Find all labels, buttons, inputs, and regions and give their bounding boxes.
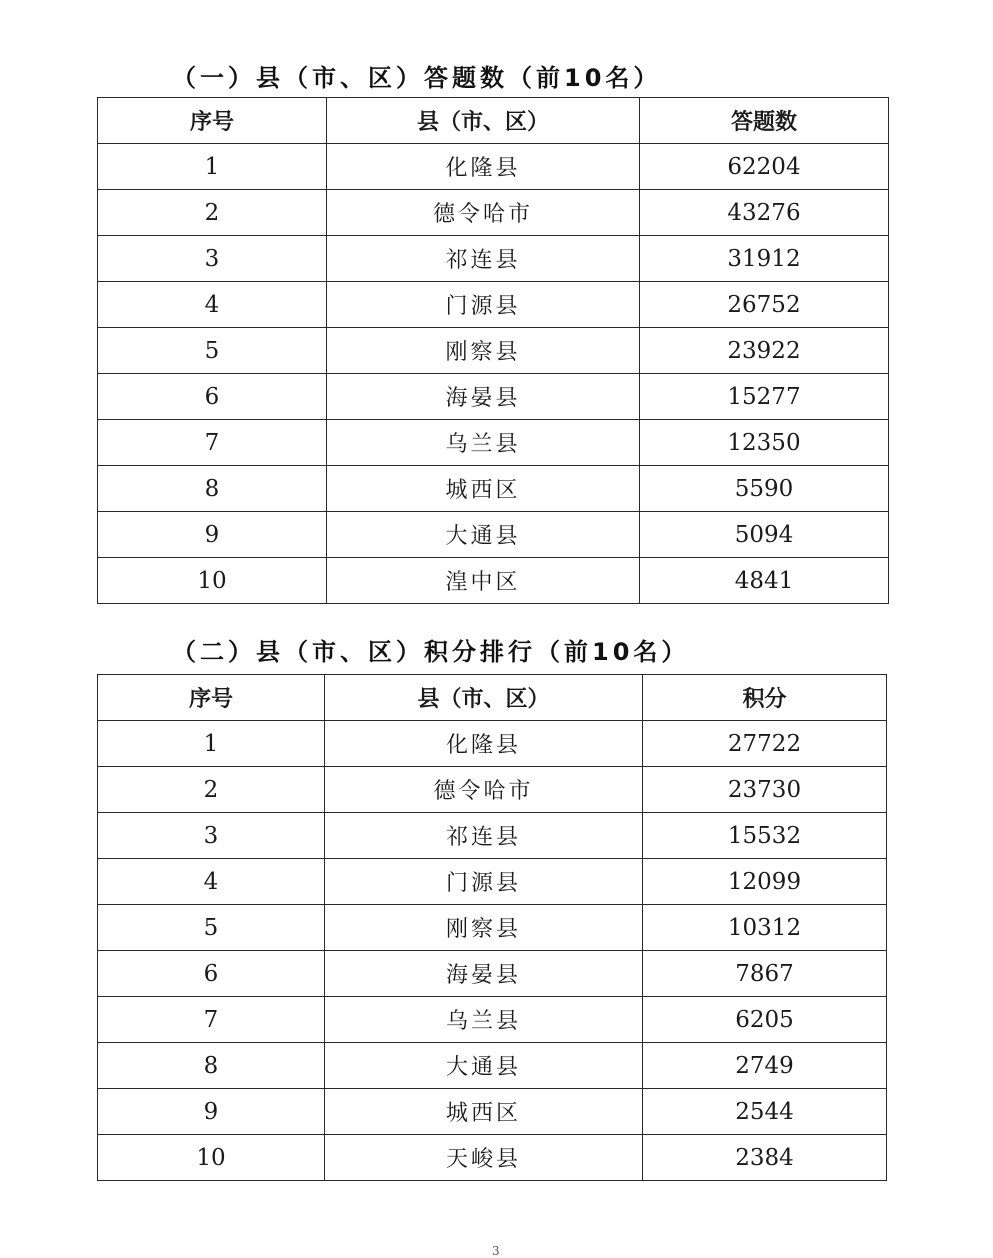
rank-cell: 5 <box>98 328 327 374</box>
header-rank: 序号 <box>98 98 327 144</box>
rank-cell: 3 <box>98 236 327 282</box>
value-cell: 6205 <box>643 997 887 1043</box>
table-row <box>98 951 887 997</box>
value-cell: 4841 <box>640 558 889 604</box>
points-ranking-table <box>97 674 887 1181</box>
county-cell: 德令哈市 <box>327 190 640 236</box>
county-cell: 城西区 <box>327 466 640 512</box>
page-number: 3 <box>492 1244 500 1258</box>
rank-cell: 1 <box>98 144 327 190</box>
county-cell: 城西区 <box>325 1089 643 1135</box>
value-cell: 2384 <box>643 1135 887 1181</box>
rank-cell: 7 <box>98 420 327 466</box>
rank-cell: 4 <box>98 282 327 328</box>
table-row <box>98 1089 887 1135</box>
county-cell: 祁连县 <box>325 813 643 859</box>
county-cell: 海晏县 <box>325 951 643 997</box>
value-cell: 26752 <box>640 282 889 328</box>
table-row <box>98 558 889 604</box>
value-cell: 12350 <box>640 420 889 466</box>
county-cell: 化隆县 <box>327 144 640 190</box>
table-row <box>98 466 889 512</box>
value-cell: 15277 <box>640 374 889 420</box>
county-cell: 海晏县 <box>327 374 640 420</box>
rank-cell: 3 <box>98 813 325 859</box>
table-row <box>98 721 887 767</box>
value-cell: 23730 <box>643 767 887 813</box>
value-cell: 31912 <box>640 236 889 282</box>
table-row <box>98 190 889 236</box>
header-points: 积分 <box>643 675 887 721</box>
table-row <box>98 1135 887 1181</box>
table-row <box>98 374 889 420</box>
value-cell: 43276 <box>640 190 889 236</box>
table-row <box>98 328 889 374</box>
table-row <box>98 905 887 951</box>
rank-cell: 9 <box>98 1089 325 1135</box>
county-cell: 祁连县 <box>327 236 640 282</box>
header-rank: 序号 <box>98 675 325 721</box>
county-cell: 天峻县 <box>325 1135 643 1181</box>
value-cell: 23922 <box>640 328 889 374</box>
county-cell: 大通县 <box>325 1043 643 1089</box>
county-cell: 湟中区 <box>327 558 640 604</box>
table-row <box>98 767 887 813</box>
value-cell: 2749 <box>643 1043 887 1089</box>
rank-cell: 6 <box>98 374 327 420</box>
rank-cell: 8 <box>98 466 327 512</box>
value-cell: 15532 <box>643 813 887 859</box>
table-row <box>98 1043 887 1089</box>
table-row <box>98 997 887 1043</box>
county-cell: 化隆县 <box>325 721 643 767</box>
rank-cell: 9 <box>98 512 327 558</box>
value-cell: 62204 <box>640 144 889 190</box>
value-cell: 5094 <box>640 512 889 558</box>
section-1-title: （一）县（市、区）答题数（前10名） <box>172 64 662 92</box>
value-cell: 2544 <box>643 1089 887 1135</box>
table-row <box>98 282 889 328</box>
section-2-title: （二）县（市、区）积分排行（前10名） <box>172 638 690 666</box>
rank-cell: 2 <box>98 767 325 813</box>
value-cell: 10312 <box>643 905 887 951</box>
value-cell: 5590 <box>640 466 889 512</box>
rank-cell: 2 <box>98 190 327 236</box>
table-row <box>98 144 889 190</box>
county-cell: 乌兰县 <box>327 420 640 466</box>
rank-cell: 1 <box>98 721 325 767</box>
county-cell: 大通县 <box>327 512 640 558</box>
county-cell: 门源县 <box>327 282 640 328</box>
county-cell: 乌兰县 <box>325 997 643 1043</box>
table-row <box>98 236 889 282</box>
answer-count-table <box>97 97 889 604</box>
table-row <box>98 813 887 859</box>
header-county: 县（市、区） <box>325 675 643 721</box>
rank-cell: 10 <box>98 1135 325 1181</box>
table-header-row <box>98 98 889 144</box>
county-cell: 刚察县 <box>325 905 643 951</box>
county-cell: 德令哈市 <box>325 767 643 813</box>
rank-cell: 8 <box>98 1043 325 1089</box>
value-cell: 7867 <box>643 951 887 997</box>
value-cell: 27722 <box>643 721 887 767</box>
rank-cell: 4 <box>98 859 325 905</box>
value-cell: 12099 <box>643 859 887 905</box>
rank-cell: 7 <box>98 997 325 1043</box>
rank-cell: 6 <box>98 951 325 997</box>
header-answer-count: 答题数 <box>640 98 889 144</box>
county-cell: 门源县 <box>325 859 643 905</box>
table-row <box>98 420 889 466</box>
rank-cell: 5 <box>98 905 325 951</box>
table-row <box>98 859 887 905</box>
county-cell: 刚察县 <box>327 328 640 374</box>
header-county: 县（市、区） <box>327 98 640 144</box>
rank-cell: 10 <box>98 558 327 604</box>
table-header-row <box>98 675 887 721</box>
table-row <box>98 512 889 558</box>
